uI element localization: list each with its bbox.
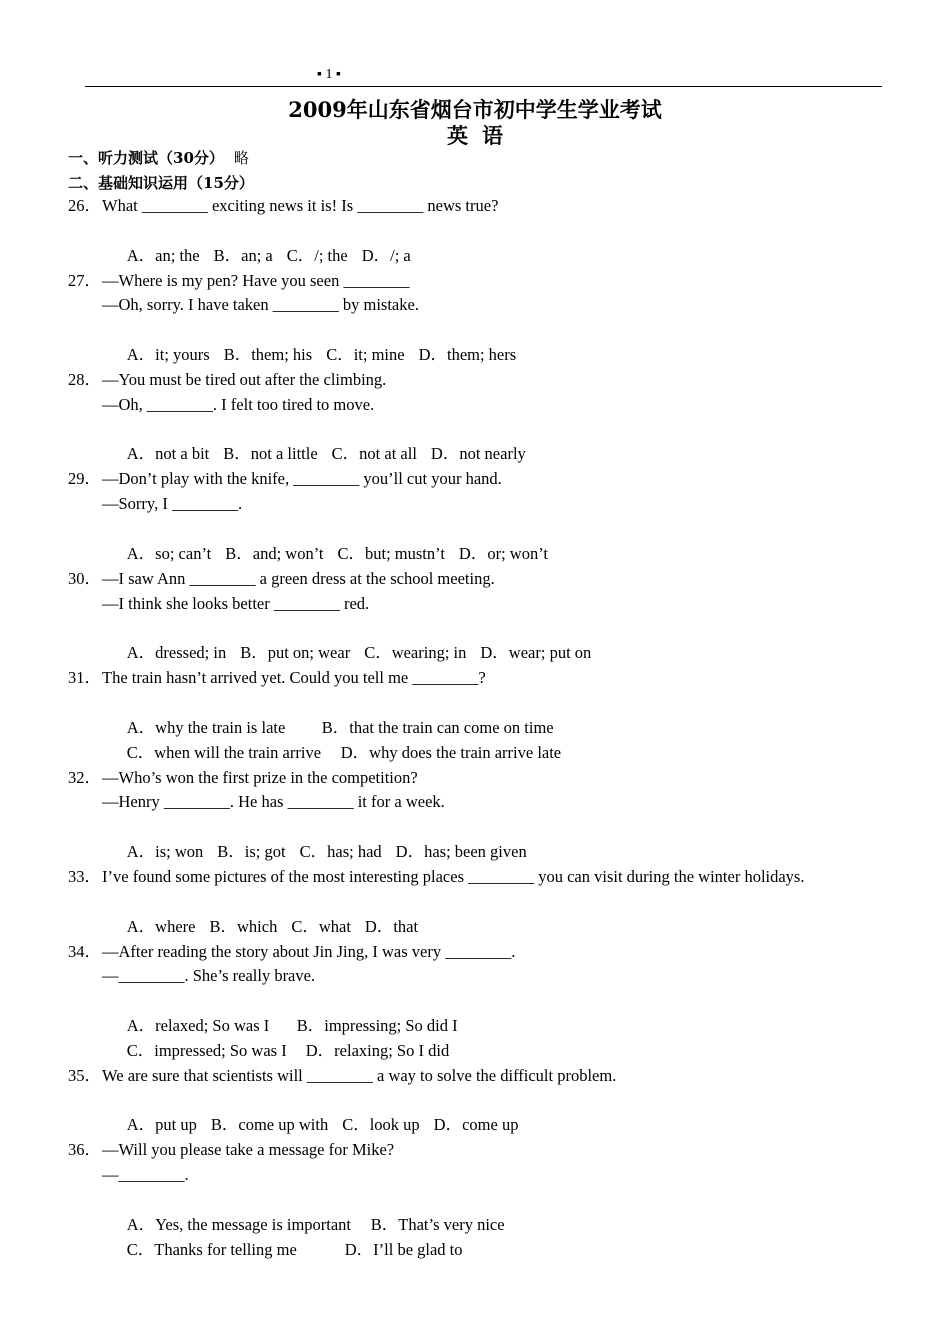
option-b[interactable]: B．them; his bbox=[223, 344, 313, 364]
option-b[interactable]: B．not a little bbox=[223, 444, 318, 464]
question-text: —I think she looks better ________ red. bbox=[102, 593, 370, 613]
question-number: 35． bbox=[68, 1065, 101, 1085]
option-b[interactable]: B．which bbox=[209, 916, 278, 936]
question-text: —Don’t play with the knife, ________ you’ll cut your hand. bbox=[102, 469, 502, 489]
option-a[interactable]: A．Yes, the message is important bbox=[126, 1214, 352, 1234]
option-c[interactable]: C．Thanks for telling me bbox=[126, 1239, 297, 1259]
option-c[interactable]: C．impressed; So was I bbox=[126, 1040, 287, 1060]
page-header bbox=[85, 66, 882, 87]
option-b[interactable]: B．come up with bbox=[210, 1115, 329, 1135]
subject-title: 英语 bbox=[447, 123, 517, 148]
question-number: 26． bbox=[68, 196, 101, 215]
option-b[interactable]: B．That’s very nice bbox=[370, 1214, 505, 1234]
option-a[interactable]: A．dressed; in bbox=[126, 643, 227, 663]
question-35 bbox=[68, 1064, 898, 1135]
option-c[interactable]: C．when will the train arrive bbox=[126, 742, 322, 762]
question-text: —Oh, ________. I felt too tired to move. bbox=[102, 394, 375, 414]
option-d[interactable]: D．wear; put on bbox=[480, 643, 592, 663]
options bbox=[68, 219, 898, 265]
question-number: 31． bbox=[68, 668, 101, 688]
question-text: —________. bbox=[102, 1165, 189, 1185]
question-text: —After reading the story about Jin Jing, I was very ________. bbox=[102, 941, 516, 961]
options bbox=[68, 616, 898, 663]
option-d[interactable]: D．relaxing; So I did bbox=[305, 1040, 450, 1060]
option-c[interactable]: C．it; mine bbox=[326, 344, 405, 364]
question-number: 28． bbox=[68, 369, 101, 389]
option-b[interactable]: B．and; won’t bbox=[225, 543, 324, 563]
question-text: —Henry ________. He has ________ it for a week. bbox=[102, 792, 445, 812]
question-number: 33． bbox=[68, 866, 101, 886]
options-row bbox=[68, 691, 898, 737]
question-number: 29． bbox=[68, 469, 101, 489]
question-list bbox=[68, 194, 898, 1263]
question-text: —Who’s won the first prize in the competition? bbox=[102, 767, 418, 787]
option-a[interactable]: A．put up bbox=[126, 1115, 197, 1135]
option-a[interactable]: A．relaxed; So was I bbox=[126, 1015, 270, 1035]
option-c[interactable]: C．not at all bbox=[331, 444, 417, 464]
options bbox=[68, 1089, 898, 1135]
question-number: 27． bbox=[68, 270, 101, 290]
question-27 bbox=[68, 269, 898, 364]
option-c[interactable]: C．but; mustn’t bbox=[337, 543, 445, 563]
option-a[interactable]: A．where bbox=[126, 916, 196, 936]
option-c[interactable]: C．wearing; in bbox=[364, 643, 467, 663]
question-text: —Will you please take a message for Mike? bbox=[102, 1140, 395, 1160]
option-a[interactable]: A．is; won bbox=[126, 841, 204, 861]
option-c[interactable]: C．look up bbox=[342, 1115, 420, 1135]
section-listening-note: 略 bbox=[233, 149, 249, 167]
option-c[interactable]: C．has; had bbox=[299, 841, 382, 861]
question-28 bbox=[68, 368, 898, 464]
question-text: What ________ exciting news it is! Is ________ news true? bbox=[102, 196, 499, 215]
section-basic-knowledge bbox=[68, 172, 254, 193]
option-d[interactable]: D．I’ll be glad to bbox=[344, 1239, 463, 1259]
options bbox=[68, 318, 898, 364]
option-b[interactable]: B．that the train can come on time bbox=[321, 717, 554, 737]
option-b[interactable]: B．put on; wear bbox=[240, 643, 351, 663]
options bbox=[68, 418, 898, 464]
section-basic-knowledge-title: 二、基础知识运用（15分） bbox=[68, 174, 254, 192]
option-b[interactable]: B．is; got bbox=[217, 841, 286, 861]
question-text: —Oh, sorry. I have taken ________ by mistake. bbox=[102, 295, 419, 315]
options bbox=[68, 815, 898, 861]
question-33 bbox=[68, 865, 898, 936]
option-c[interactable]: C．/; the bbox=[286, 245, 348, 265]
question-26 bbox=[68, 194, 898, 265]
question-36 bbox=[68, 1138, 898, 1259]
section-listening-title: 一、听力测试（30分） bbox=[68, 149, 224, 167]
option-a[interactable]: A．not a bit bbox=[126, 444, 210, 464]
option-c[interactable]: C．what bbox=[291, 916, 351, 936]
question-31 bbox=[68, 666, 898, 762]
option-a[interactable]: A．an; the bbox=[126, 245, 200, 265]
option-d[interactable]: D．come up bbox=[433, 1115, 519, 1135]
option-a[interactable]: A．so; can’t bbox=[126, 543, 212, 563]
options-row bbox=[68, 989, 898, 1035]
option-d[interactable]: D．that bbox=[364, 916, 419, 936]
option-d[interactable]: D．not nearly bbox=[430, 444, 526, 464]
question-34 bbox=[68, 940, 898, 1060]
option-a[interactable]: A．why the train is late bbox=[126, 717, 286, 737]
question-text: We are sure that scientists will ________ a way to solve the difficult problem. bbox=[102, 1065, 617, 1085]
question-number: 34． bbox=[68, 941, 101, 961]
question-text: —You must be tired out after the climbing. bbox=[102, 369, 387, 389]
question-number: 36． bbox=[68, 1140, 101, 1160]
question-text: —Sorry, I ________. bbox=[102, 494, 243, 514]
options bbox=[68, 890, 898, 936]
option-d[interactable]: D．/; a bbox=[361, 245, 411, 265]
options bbox=[68, 517, 898, 563]
question-number: 30． bbox=[68, 568, 101, 588]
question-text: —I saw Ann ________ a green dress at the school meeting. bbox=[102, 568, 495, 588]
option-b[interactable]: B．an; a bbox=[213, 245, 273, 265]
option-d[interactable]: D．why does the train arrive late bbox=[340, 742, 562, 762]
option-d[interactable]: D．has; been given bbox=[395, 841, 527, 861]
option-a[interactable]: A．it; yours bbox=[126, 344, 210, 364]
question-text: The train hasn’t arrived yet. Could you tell me ________? bbox=[102, 668, 486, 688]
option-b[interactable]: B．impressing; So did I bbox=[296, 1015, 458, 1035]
question-29 bbox=[68, 467, 898, 563]
question-number: 32． bbox=[68, 767, 101, 787]
option-d[interactable]: D．or; won’t bbox=[458, 543, 548, 563]
question-32 bbox=[68, 766, 898, 861]
page-number: ▪ 1 ▪ bbox=[317, 67, 341, 82]
question-30 bbox=[68, 567, 898, 663]
section-listening bbox=[68, 147, 249, 168]
exam-title: 2009年山东省烟台市初中学生学业考试 bbox=[288, 97, 662, 122]
option-d[interactable]: D．them; hers bbox=[418, 344, 517, 364]
question-text: I’ve found some pictures of the most interesting places ________ you can visit during the winter holidays. bbox=[102, 866, 805, 886]
options-row bbox=[68, 1188, 898, 1234]
question-text: —Where is my pen? Have you seen ________ bbox=[102, 270, 410, 290]
question-text: —________. She’s really brave. bbox=[102, 966, 316, 986]
